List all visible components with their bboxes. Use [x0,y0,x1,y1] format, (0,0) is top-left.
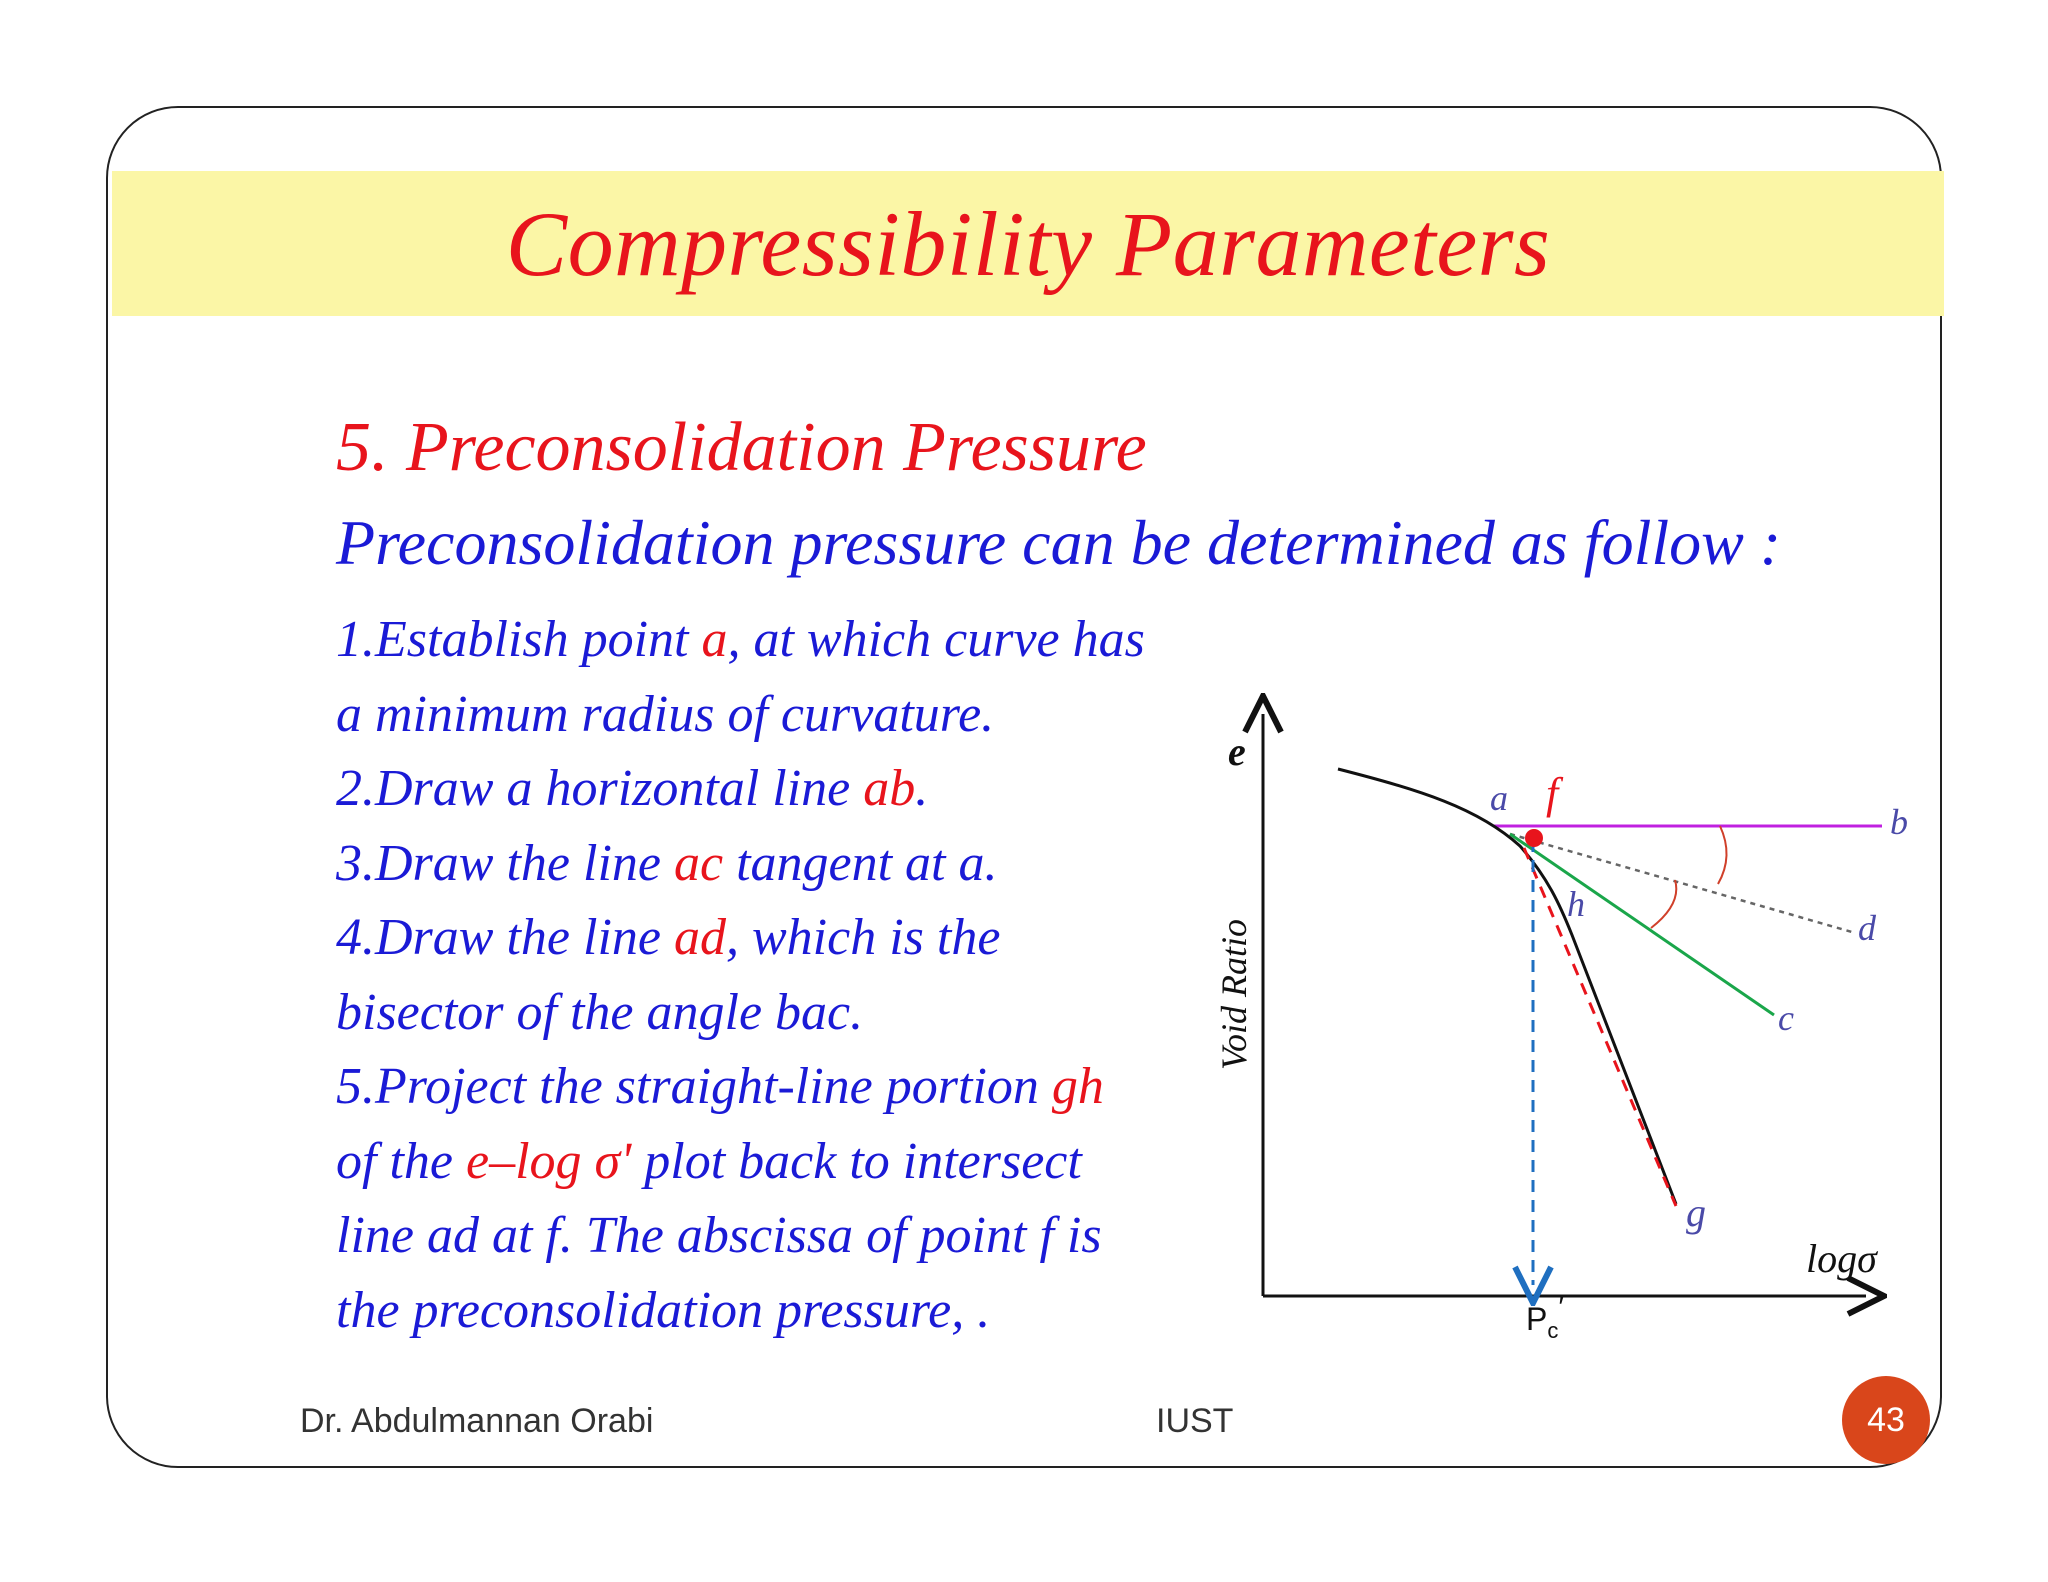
label-h: h [1567,884,1585,924]
line-ad [1510,834,1852,932]
highlight-term: ad [673,909,726,966]
y-axis-label: Void Ratio [1214,919,1254,1070]
step-text: 2.Draw a horizontal line [336,760,864,817]
pc-label-prime: ′ [1558,1289,1565,1325]
label-d: d [1858,908,1876,948]
step-text: of the [336,1132,466,1190]
point-f-marker [1525,829,1543,847]
section-heading: 5. Preconsolidation Pressure [336,409,1147,486]
lead-sentence: Preconsolidation pressure can be determined as follow : [336,507,1782,578]
step-text: 1.Establish point [336,611,702,668]
footer-institution: IUST [1156,1402,1234,1440]
step-text: plot back to intersect [631,1132,1082,1190]
line-gh [1524,848,1676,1206]
slide-title: Compressibility Parameters [505,192,1551,295]
step-text: . [915,760,929,817]
x-axis-label: logσ [1806,1236,1877,1281]
angle-arc-bad [1718,826,1727,884]
footer-author: Dr. Abdulmannan Orabi [300,1402,654,1440]
step-text: line ad at f. The abscissa of point f is [336,1207,1102,1264]
step-text: a minimum radius of curvature. [336,685,995,743]
step-text: tangent at a. [723,834,998,892]
label-b: b [1890,802,1908,842]
highlight-term: ac [673,834,724,892]
step-text: 4.Draw the line [336,909,674,966]
line-ac [1510,834,1774,1015]
step-text: 5.Project the straight-line portion [336,1058,1052,1115]
label-f: f [1546,769,1559,818]
y-axis-symbol: e [1228,729,1246,774]
step-text: , at which curve has [727,611,1145,668]
label-a: a [1490,778,1508,818]
highlight-term: gh [1051,1058,1104,1115]
highlight-term: e–log σ' [465,1132,632,1190]
compression-curve [1338,769,1676,1204]
pc-label-sub: c [1547,1318,1559,1343]
highlight-term: a [701,611,728,668]
page-number-badge: 43 [1842,1376,1930,1464]
angle-arc-dac [1651,880,1676,928]
label-c: c [1778,998,1794,1038]
pc-label-main: P [1526,1301,1548,1337]
step-text: , which is the [725,909,1001,966]
label-g: g [1686,1190,1706,1235]
highlight-term: ab [863,760,916,817]
step-text: bisector of the angle bac. [336,983,864,1041]
step-text: 3.Draw the line [336,834,674,892]
step-text: the preconsolidation pressure, . [336,1281,991,1339]
